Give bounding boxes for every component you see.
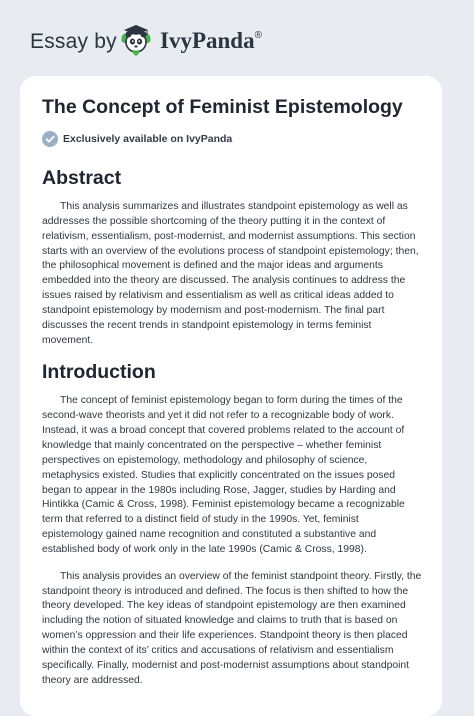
paragraph: This analysis summarizes and illustrates standpoint epistemology as well as addresses the possible shortcoming of the theory putting it in the context of relativism, essentialism, post-modernist, and modernist assumptions. This section starts with an overview of the evolutions process of standpoint epistemology; then, the philosophical movement is defined and the major ideas and arguments embedded into the theory are discussed. The analysis continues to address the issues raised by relativism and essentialism as well as critical ideas added to standpoint epistemology by modernism and post-modernism. The final part discusses the recent trends in standpoint epistemology in terms feminist movement. [42,201,419,346]
essay-card [20,76,442,716]
check-circle-icon [42,131,58,147]
site-header [0,0,474,76]
paragraph: The concept of feminist epistemology began to form during the times of the second-wave theorists and yet it did not refer to a recognizable body of work. Instead, it was a broad concept that covered problems related to the account of knowledge that mainly concentrated on the perspective – whether feminist perspectives on epistemology, methodology and philosophy of science, metaphysics existed. Studies that explicitly concentrated on the issues posed began to appear in the 1980s including Rose, Jagger, studies by Harding and Hintikka (Camic & Cross, 1998). Feminist epistemology became a recognizable term that referred to a distinct field of study in the 1990s. Yet, feminist epistemology gained name recognition and constituted a substantive and established body of work only in the late 1990s (Camic & Cross, 1998). [42,395,405,555]
section-abstract [42,166,422,348]
ivypanda-logo-text[interactable]: IvyPanda® [160,28,262,53]
registered-mark: ® [254,30,262,41]
section-introduction [42,360,422,688]
paragraph: This analysis provides an overview of the feminist standpoint theory. Firstly, the standpoint theory is introduced and defined. The focus is then shifted to how the theory developed. The key ideas of standpoint epistemology are then examined including the notion of situated knowledge and claims to truth that is based on women’s oppression and their life experiences. Standpoint theory is then placed within the context of its’ critics and accusations of relativism and essentialism specifically. Finally, modernist and post-modernist assumptions about standpoint theory are addressed. [42,570,422,686]
exclusive-badge-text: Exclusively available on IvyPanda [63,133,233,145]
section-heading: Introduction [42,361,156,384]
exclusive-badge [42,130,232,148]
essay-by-label: Essay by [30,30,117,53]
panda-graduate-icon[interactable] [118,22,154,58]
essay-body [42,166,422,700]
page-title: The Concept of Feminist Epistemology [42,96,403,118]
section-heading: Abstract [42,167,122,189]
